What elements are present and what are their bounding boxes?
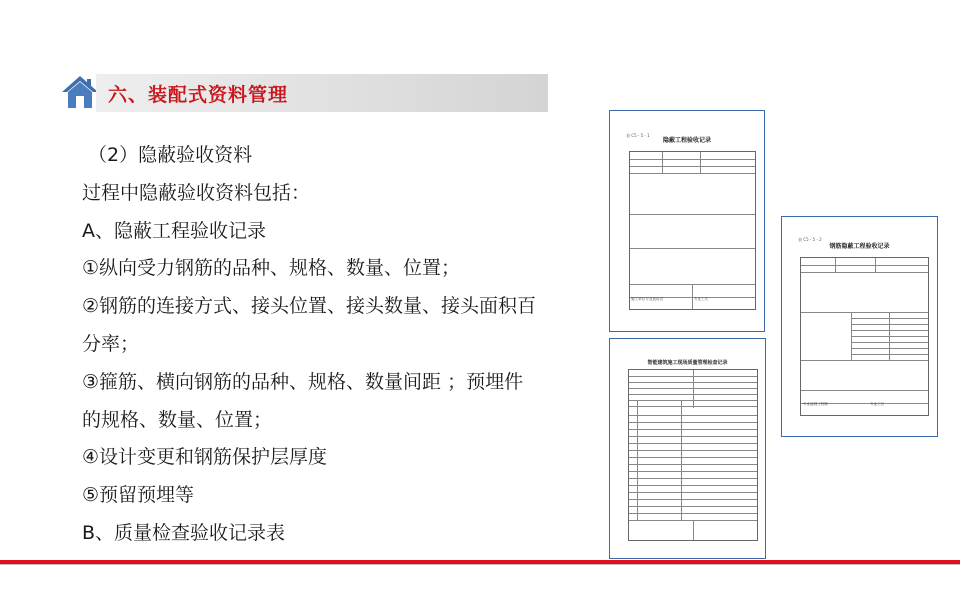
doc-site-quality-check-record <box>609 338 766 559</box>
body-line: ⑤预留预埋等 <box>82 484 195 507</box>
doc-code: 表 C5 - 5 - 1 <box>626 133 650 138</box>
body-line: ②钢筋的连接方式、接头位置、接头数量、接头面积百 <box>82 295 537 318</box>
doc-form <box>800 257 929 416</box>
section-title: 六、装配式资料管理 <box>108 84 289 106</box>
body-line: 分率； <box>82 332 140 355</box>
doc-title: 智能建筑施工现场质量管理检查记录 <box>647 360 728 366</box>
doc-hidden-works-record: 表 C5 - 5 - 1 隐蔽工程验收记录 施工单位专业质检员 专业工长 <box>609 110 765 332</box>
body-line: ①纵向受力钢筋的品种、规格、数量、位置； <box>82 257 461 280</box>
body-line: 过程中隐蔽验收资料包括： <box>82 181 311 204</box>
footer-gray-line <box>0 564 960 565</box>
body-text <box>82 137 602 553</box>
body-line: B、质量检查验收记录表 <box>82 521 286 544</box>
doc-title: 钢筋隐蔽工程验收记录 <box>829 243 890 250</box>
doc-form <box>629 151 756 310</box>
doc-title: 隐蔽工程验收记录 <box>662 137 711 144</box>
body-line: 的规格、数量、位置； <box>82 408 273 431</box>
doc-rebar-hidden-works-record: 表 C5 - 5 - 2 钢筋隐蔽工程验收记录 专业监理工程师 专业工长 <box>781 216 938 437</box>
home-icon <box>60 74 100 110</box>
body-line: ④设计变更和钢筋保护层厚度 <box>82 446 328 469</box>
body-line: （2）隐蔽验收资料 <box>88 144 253 166</box>
body-line: ③箍筋、横向钢筋的品种、规格、数量间距 ；预埋件 <box>82 370 524 393</box>
body-line: A、隐蔽工程验收记录 <box>82 219 266 242</box>
doc-form <box>628 369 758 541</box>
doc-code: 表 C5 - 5 - 2 <box>798 237 822 242</box>
